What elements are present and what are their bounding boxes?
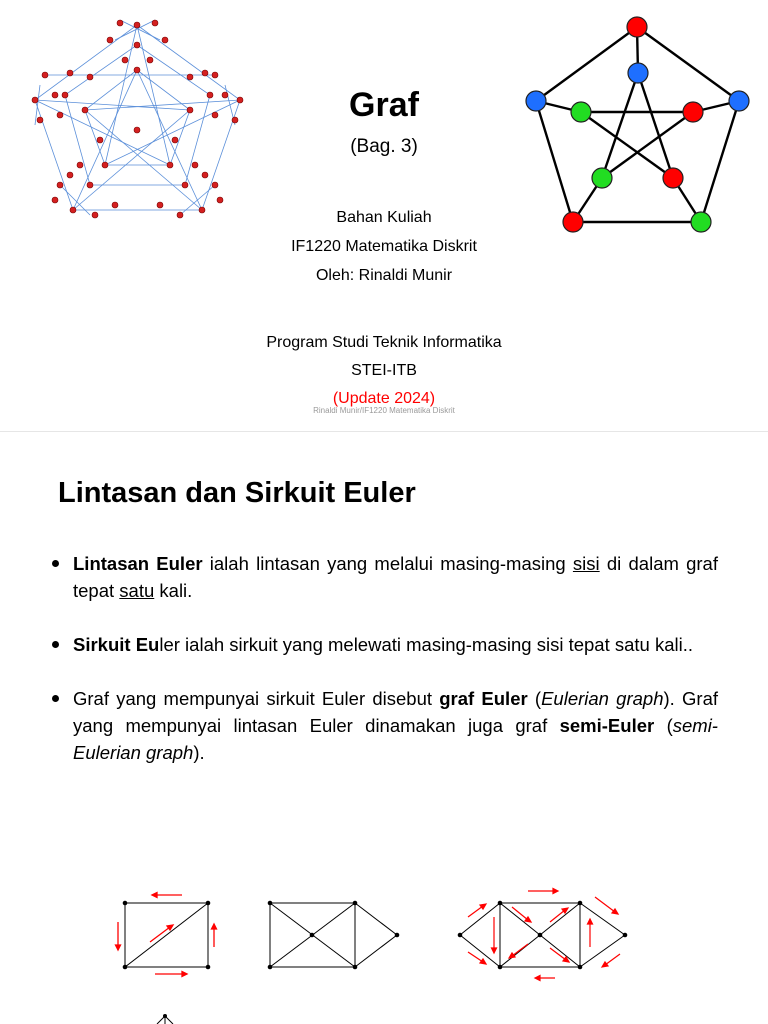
bullet-item-graf-euler <box>50 685 718 766</box>
course-name: IF1220 Matematika Diskrit <box>291 238 477 255</box>
bullet-dot-icon <box>52 560 59 567</box>
title-slide <box>0 0 768 432</box>
text-span: ( <box>527 688 542 709</box>
term-bold: semi-Euler <box>559 715 655 736</box>
school-name: STEI-ITB <box>351 362 417 379</box>
term-bold: Sirkuit Eu <box>73 634 160 655</box>
bullet-item-lintasan-euler <box>50 550 718 604</box>
course-material-label: Bahan Kuliah <box>336 209 432 226</box>
text-span: ( <box>654 715 673 736</box>
text-span: kali. <box>154 580 193 601</box>
slide-subtitle: (Bag. 3) <box>350 136 418 157</box>
node-red <box>663 168 683 188</box>
text-span: di dalam graf tepat <box>73 553 718 601</box>
term-bold: Lintasan Euler <box>73 553 203 574</box>
example-graph-3 <box>450 882 635 982</box>
text-span: ). Graf yang mempunyai lintasan Euler dinamakan juga graf <box>73 688 719 736</box>
bullet-dot-icon <box>52 641 59 648</box>
example-graph-2 <box>255 887 410 977</box>
author-line: Oleh: Rinaldi Munir <box>315 267 453 284</box>
petersen-graph-illustration <box>520 10 750 240</box>
term-bold: graf Euler <box>439 688 528 709</box>
text-span: ler ialah sirkuit yang melewati masing-masing sisi tepat satu kali.. <box>159 634 693 655</box>
node-red <box>627 17 647 37</box>
slide-title: Graf <box>349 86 419 124</box>
bullet-item-sirkuit-euler <box>50 631 718 658</box>
slide-footer: Rinaldi Munir/IF1220 Matematika Diskrit <box>313 406 455 415</box>
partial-graph-icon <box>150 1014 180 1024</box>
term-italic: semi-Eulerian graph <box>73 715 718 763</box>
slide-heading: Lintasan dan Sirkuit Euler <box>58 477 416 509</box>
bullet-dot-icon <box>52 695 59 702</box>
example-graph-1 <box>110 887 230 977</box>
term-italic: Eulerian graph <box>541 688 664 709</box>
text-span: ). <box>193 742 205 763</box>
underlined-word: sisi <box>572 553 600 574</box>
node-blue <box>628 63 648 83</box>
underlined-word: satu <box>119 580 155 601</box>
bullet-list <box>50 550 718 793</box>
node-green <box>592 168 612 188</box>
text-span: ialah lintasan yang melalui masing-masing <box>202 553 573 574</box>
text-span: Graf yang mempunyai sirkuit Euler disebut <box>73 688 440 709</box>
content-slide <box>0 432 768 1024</box>
program-name: Program Studi Teknik Informatika <box>266 334 502 351</box>
update-label: (Update 2024) <box>332 390 436 407</box>
